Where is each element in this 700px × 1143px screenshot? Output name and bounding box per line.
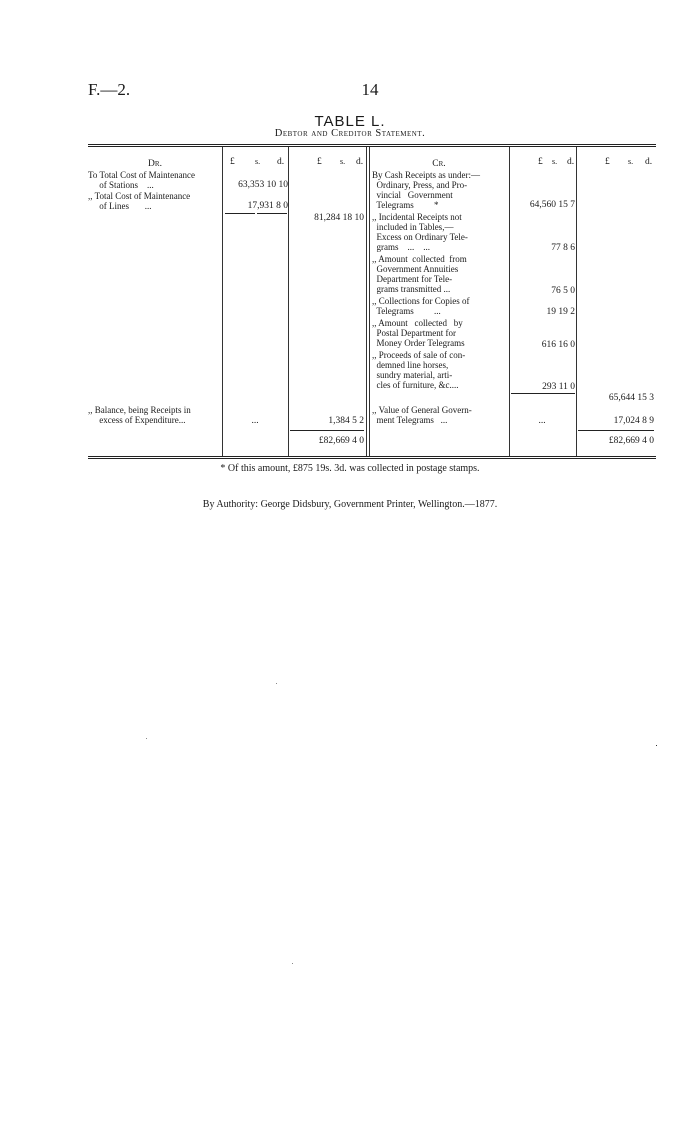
debit-item-line: ,, Total Cost of Maintenance bbox=[88, 191, 191, 201]
debit-item-line: To Total Cost of Maintenance bbox=[88, 170, 196, 180]
pound-head: £ bbox=[605, 157, 610, 167]
pound-head: £ bbox=[317, 157, 322, 167]
credit-govt-telegrams: 17,024 8 9 bbox=[613, 416, 654, 426]
debit-amount: 17,931 8 0 bbox=[247, 201, 288, 211]
bottom-rule-2 bbox=[88, 458, 656, 459]
credit-item-line: Telegrams * bbox=[372, 200, 439, 210]
speck bbox=[276, 683, 277, 684]
credit-item-line: grams transmitted ... bbox=[372, 284, 451, 294]
debit-amount: ... bbox=[251, 416, 259, 426]
col-divider bbox=[576, 147, 577, 456]
shilling-head: s. bbox=[628, 157, 634, 166]
credit-grand-total: £82,669 4 0 bbox=[608, 436, 654, 446]
col-divider bbox=[509, 147, 510, 456]
shilling-head: s. bbox=[552, 157, 558, 166]
sum-rule bbox=[511, 393, 575, 394]
debit-item-line: of Stations ... bbox=[88, 180, 154, 190]
credit-amount: 76 5 0 bbox=[551, 286, 575, 296]
page-number: 14 bbox=[361, 80, 379, 99]
debit-subtotal: 81,284 18 10 bbox=[314, 213, 364, 223]
credit-item-line: ,, Proceeds of sale of con- bbox=[372, 350, 466, 360]
debit-item-line: ,, Balance, being Receipts in bbox=[88, 405, 191, 415]
pence-head: d. bbox=[356, 157, 364, 167]
credit-item-line: sundry material, arti- bbox=[372, 370, 453, 380]
credit-item-line: ,, Value of General Govern- bbox=[372, 405, 472, 415]
credit-amount: 64,560 15 7 bbox=[529, 200, 575, 210]
credit-amount: 616 16 0 bbox=[541, 340, 575, 350]
credit-item-line: Money Order Telegrams bbox=[372, 338, 465, 348]
debit-item-line: of Lines ... bbox=[88, 201, 152, 211]
footnote: * Of this amount, £875 19s. 3d. was collected in postage stamps. bbox=[220, 463, 480, 474]
credit-item-line: vincial Government bbox=[372, 190, 453, 200]
credit-amount: 19 19 2 bbox=[546, 307, 575, 317]
credit-amount: ... bbox=[538, 416, 546, 426]
credit-subtotal: 65,644 15 3 bbox=[608, 393, 654, 403]
debit-balance: 1,384 5 2 bbox=[328, 416, 364, 426]
sum-rule bbox=[225, 213, 255, 214]
credit-item-line: Department for Tele- bbox=[372, 274, 453, 284]
credit-item-line: Ordinary, Press, and Pro- bbox=[372, 180, 468, 190]
pence-head: d. bbox=[277, 157, 285, 167]
table-title: TABLE L. bbox=[314, 113, 386, 130]
credit-item-line: ment Telegrams ... bbox=[372, 415, 448, 425]
credit-item-line: ,, Incidental Receipts not bbox=[372, 212, 462, 222]
sum-rule bbox=[578, 430, 654, 431]
debit-amount: 63,353 10 10 bbox=[238, 180, 288, 190]
credit-item-line: By Cash Receipts as under:— bbox=[372, 170, 480, 180]
credit-item-line: included in Tables,— bbox=[372, 222, 454, 232]
printer-authority: By Authority: George Didsbury, Government Printer, Wellington.—1877. bbox=[202, 499, 498, 510]
col-divider bbox=[369, 147, 370, 456]
speck bbox=[656, 745, 657, 746]
pound-head: £ bbox=[538, 157, 543, 167]
sum-rule bbox=[290, 430, 364, 431]
pence-head: d. bbox=[645, 157, 653, 167]
credit-item-line: ,, Collections for Copies of bbox=[372, 296, 470, 306]
top-rule-2 bbox=[88, 146, 656, 147]
col-divider bbox=[288, 147, 289, 456]
pound-head: £ bbox=[230, 157, 235, 167]
pence-head: d. bbox=[567, 157, 575, 167]
credit-item-line: Government Annuities bbox=[372, 264, 459, 274]
credit-item-line: ,, Amount collected from bbox=[372, 254, 467, 264]
credit-item-line: Excess on Ordinary Tele- bbox=[372, 232, 468, 242]
debit-item-line: excess of Expenditure... bbox=[88, 415, 186, 425]
shilling-head: s. bbox=[340, 157, 346, 166]
top-rule bbox=[88, 144, 656, 145]
credit-item-line: ,, Amount collected by bbox=[372, 318, 463, 328]
debit-grand-total: £82,669 4 0 bbox=[318, 436, 364, 446]
cr-head: Cr. bbox=[432, 159, 446, 169]
col-divider bbox=[222, 147, 223, 456]
speck bbox=[146, 738, 147, 739]
credit-item-line: Telegrams ... bbox=[372, 306, 441, 316]
col-divider bbox=[366, 147, 367, 456]
credit-item-line: cles of furniture, &c.... bbox=[372, 380, 459, 390]
speck bbox=[292, 963, 293, 964]
bottom-rule bbox=[88, 456, 656, 457]
credit-item-line: Postal Department for bbox=[372, 328, 456, 338]
credit-item-line: demned line horses, bbox=[372, 360, 449, 370]
sum-rule bbox=[257, 213, 287, 214]
credit-item-line: grams ... ... bbox=[372, 242, 430, 252]
shilling-head: s. bbox=[255, 157, 261, 166]
credit-amount: 293 11 0 bbox=[542, 382, 575, 392]
page-header-ref: F.—2. bbox=[88, 80, 131, 99]
dr-head: Dr. bbox=[148, 159, 162, 169]
table-subtitle: Debtor and Creditor Statement. bbox=[274, 128, 426, 139]
credit-amount: 77 8 6 bbox=[551, 243, 575, 253]
